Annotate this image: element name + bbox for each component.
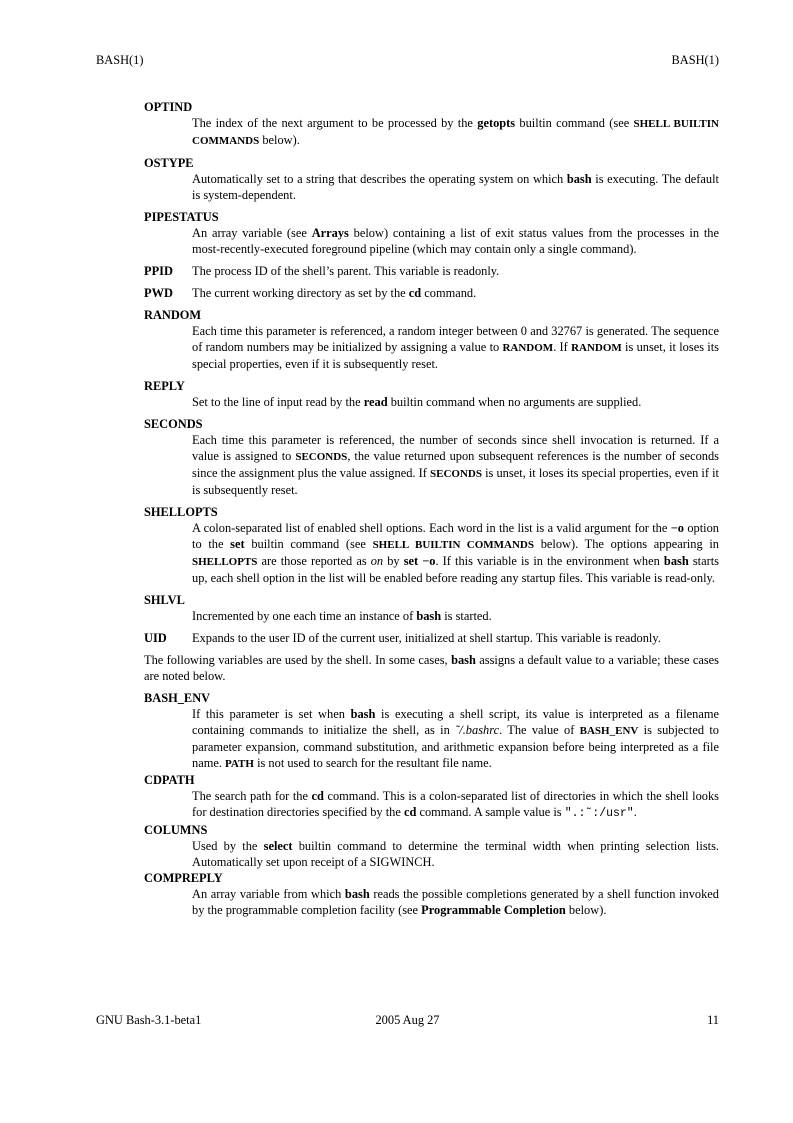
intro-paragraph: The following variables are used by the shell. In some cases, bash assigns a default value to a variable; these cases are noted below. <box>144 653 720 683</box>
footer-page-number: 11 <box>707 1013 719 1027</box>
desc-uid: Expands to the user ID of the current user, initialized at shell startup. This variable is readonly. <box>192 631 661 645</box>
entry-shellopts <box>144 504 719 586</box>
desc-shlvl: Incremented by one each time an instance of bash is started. <box>192 609 492 623</box>
entry-shlvl <box>144 592 719 624</box>
entry-pipestatus <box>144 209 719 257</box>
desc-shellopts: A colon-separated list of enabled shell options. Each word in the list is a valid argument for the −o option to the set builtin command (see SHELL BUILTIN COMMANDS below). The options appearing in SHELLOPTS are those reported as on by set −o. If this variable is in the environment when bash starts up, each shell option in the list will be enabled before reading any startup files. This variable is read-only. <box>192 521 719 585</box>
footer-center: 2005 Aug 27 <box>375 1013 440 1027</box>
term-reply: REPLY <box>144 379 185 393</box>
term-ppid: PPID <box>144 264 173 278</box>
entry-random <box>144 307 719 372</box>
term-cdpath: CDPATH <box>144 773 195 787</box>
term-seconds: SECONDS <box>144 417 203 431</box>
entry-bash-env <box>144 690 719 772</box>
term-random: RANDOM <box>144 308 202 322</box>
desc-pwd: The current working directory as set by the cd command. <box>192 286 477 300</box>
desc-columns: Used by the select builtin command to determine the terminal width when printing selection lists. Automatically set upon receipt of a SIGWINCH. <box>192 839 720 869</box>
term-bash-env: BASH_ENV <box>144 691 211 705</box>
term-ostype: OSTYPE <box>144 156 194 170</box>
term-compreply: COMPREPLY <box>144 871 223 885</box>
entry-ostype <box>144 155 719 203</box>
header-left: BASH(1) <box>96 53 144 67</box>
desc-cdpath: The search path for the cd command. This is a colon-separated list of directories in which the shell looks for destination directories specified by the cd command. A sample value is ".:˜:/usr". <box>192 789 719 820</box>
desc-bash-env: If this parameter is set when bash is executing a shell script, its value is interpreted as a filename containing commands to initialize the shell, as in ˜/.bashrc. The value of BASH_ENV is subjected to parameter expansion, command substitution, and arithmetic expansion before being interpreted as a file name. PATH is not used to search for the resultant file name. <box>192 707 719 770</box>
term-pwd: PWD <box>144 286 173 300</box>
desc-random: Each time this parameter is referenced, a random integer between 0 and 32767 is generated. The sequence of random numbers may be initialized by assigning a value to RANDOM. If RANDOM is unset, it loses its special properties, even if it is subsequently reset. <box>192 324 719 371</box>
footer-left: GNU Bash-3.1-beta1 <box>96 1013 202 1027</box>
entry-ppid <box>144 263 719 279</box>
term-shlvl: SHLVL <box>144 593 185 607</box>
entry-cdpath <box>144 772 719 822</box>
desc-reply: Set to the line of input read by the read builtin command when no arguments are supplied. <box>192 395 642 409</box>
term-pipestatus: PIPESTATUS <box>144 210 219 224</box>
entry-columns <box>144 822 719 870</box>
desc-ostype: Automatically set to a string that describes the operating system on which bash is executing. The default is system-dependent. <box>192 172 719 202</box>
desc-seconds: Each time this parameter is referenced, the number of seconds since shell invocation is returned. If a value is assigned to SECONDS, the value returned upon subsequent references is the number of seconds since the assignment plus the value assigned. If SECONDS is unset, it loses its special properties, even if it is subsequently reset. <box>192 433 720 497</box>
entry-optind <box>144 99 719 149</box>
desc-compreply: An array variable from which bash reads the possible completions generated by a shell function invoked by the programmable completion facility (see Programmable Completion below). <box>192 887 719 917</box>
entry-compreply <box>144 870 719 918</box>
entry-pwd <box>144 285 719 301</box>
term-columns: COLUMNS <box>144 823 208 837</box>
term-uid: UID <box>144 631 167 645</box>
man-page-body <box>144 99 719 918</box>
page-header <box>96 52 719 68</box>
header-right: BASH(1) <box>671 53 719 67</box>
desc-optind: The index of the next argument to be processed by the getopts builtin command (see SHELL BUILTIN COMMANDS below). <box>192 116 719 147</box>
term-optind: OPTIND <box>144 100 193 114</box>
desc-pipestatus: An array variable (see Arrays below) containing a list of exit status values from the processes in the most-recently-executed foreground pipeline (which may contain only a single command). <box>192 226 719 256</box>
entry-reply <box>144 378 719 410</box>
entry-seconds <box>144 416 719 498</box>
term-shellopts: SHELLOPTS <box>144 505 218 519</box>
desc-ppid: The process ID of the shell’s parent. This variable is readonly. <box>192 264 500 278</box>
entry-uid <box>144 630 719 646</box>
page-footer <box>96 1012 719 1028</box>
